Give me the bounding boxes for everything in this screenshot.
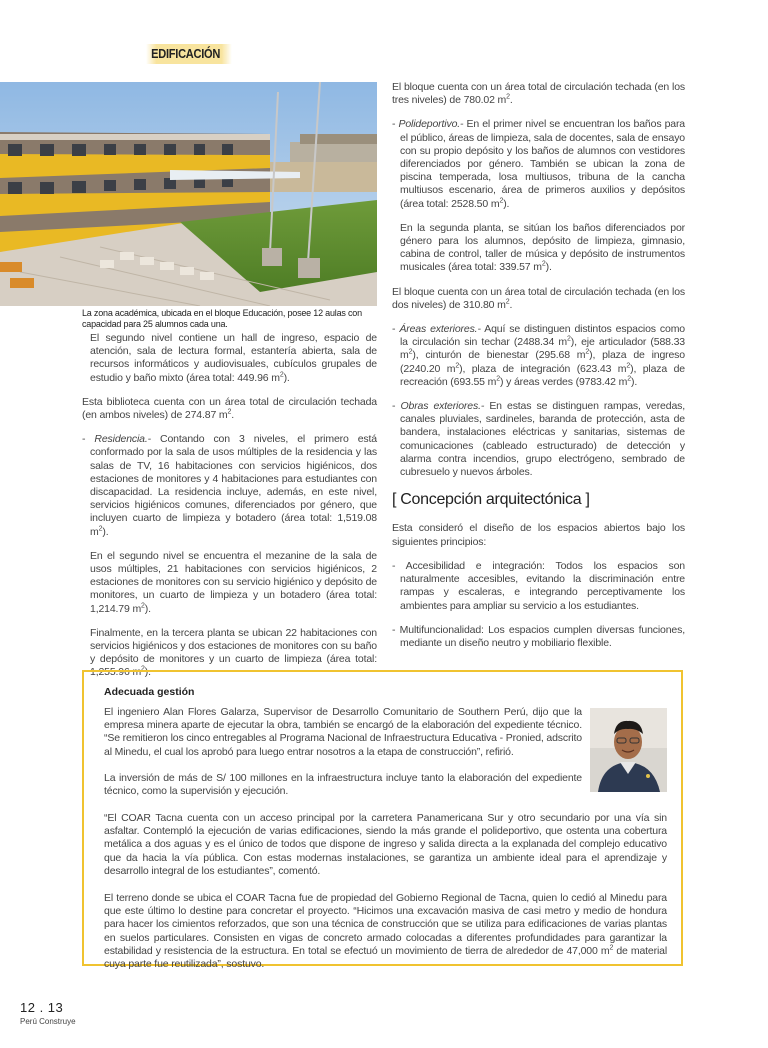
paragraph: Finalmente, en la tercera planta se ubican 22 habitaciones con servicios higiénicos y dos estaciones de monitores con su baño y depósito de monitores y un cuarto de limpieza (área total: 1,255.96 $m^2$). <box>90 626 377 679</box>
paragraph: Esta consideró el diseño de los espacios abiertos bajo los siguientes principios: <box>392 522 685 548</box>
paragraph: - Multifuncionalidad: Los espacios cumplen diversas funciones, mediante un diseño neutro y mobiliario flexible. <box>392 623 685 649</box>
paragraph: En la segunda planta, se sitúan los baños diferenciados por género para los alumnos, depósito de limpieza, gimnasio, cabina de control, taller de música y depósito de instrumentos musicales (área total: 339.57 $m^2$). <box>400 221 685 274</box>
publication-name: Perú Construye <box>20 1017 76 1026</box>
paragraph: - Obras exteriores.- En estas se distinguen rampas, veredas, canales pluviales, sardineles, baranda de protección, asta de bandera, instalaciones eléctricas y sanitarias, sistemas de comunicaciones (cableado estructurado) de detección y alarma contra incendios, grupo electrógeno, sembrado de cubresuelo y nuevos árboles. <box>392 400 685 479</box>
right-column <box>392 81 685 661</box>
portrait-icon <box>590 708 667 792</box>
paragraph: En el segundo nivel se encuentra el mezanine de la sala de usos múltiples, 21 habitaciones con servicios higiénicos, 2 estaciones de monitores con su servicio higiénico y depósito de monitores, un cuarto de limpieza y un botadero (área total: 1,214.79 $m^2$). <box>90 549 377 615</box>
photo-caption: La zona académica, ubicada en el bloque Educación, posee 12 aulas con capacidad para 25 alumnos cada una. <box>82 308 362 329</box>
box-title: Adecuada gestión <box>104 686 195 698</box>
paragraph: - Polideportivo.- En el primer nivel se encuentran los baños para el público, áreas de limpieza, sala de docentes, sala de ensayo con su propio depósito y los baños de alumnos con vestidores diferenciados por género. También se ubican la zona de piscina temperada, losa multiusos, tribuna de la cancha multiusos escenario, área de primeros auxilios y depósitos (área total: 2528.50 $m^2$). <box>392 118 685 210</box>
paragraph: - Residencia.- Contando con 3 niveles, el primero está conformado por la sala de usos múltiples de la residencia y las salas de TV, 16 habitaciones con servicios higiénicos, dos estaciones de monitores y 4 habitaciones para estudiantes con discapacidad. La residencia incluye, además, en este nivel, servicios higiénicos comunes, diferenciados por género, que incluyen cuarto de limpieza y botadero (área total: 1,519.08 $m^2$). <box>82 433 377 538</box>
paragraph: La inversión de más de S/ 100 millones en la infraestructura incluye tanto la elaboración del expediente técnico, como la supervisión y ejecución. <box>104 772 582 798</box>
paragraph: “El COAR Tacna cuenta con un acceso principal por la carretera Panamericana Sur y otro secundario por una vía sin asfaltar. Contempló la ejecución de varias edificaciones, siendo la más grande el polideportivo, que ostenta una cobertura metálica a dos aguas y es el único de todos que dispone de ingreso y salida directa a la explanada del complejo educativo que da hacia la vía pública. Con estas modernas instalaciones, se garantiza un ambiente ideal para el aprendizaje y desarrollo integral de los estudiantes”, comentó. <box>104 812 667 877</box>
paragraph: El terreno donde se ubica el COAR Tacna fue de propiedad del Gobierno Regional de Tacna, quien lo cedió al Minedu para que este último lo destine para concretar el proyecto. “Hicimos una excavación masiva de casi metro y medio de hondura para hacer los cimientos reforzados, que son una técnica de construcción que se utiliza para edificaciones de varias plantas en suelos particulares. Consisten en vigas de concreto armado colocadas a diferentes profundidades para garantizar la estabilidad y resistencia de la estructura. En total se efectuó un movimiento de tierra de alrededor de 47,000 $m^2$ de material cuya parte fue reutilizada”, sostuvo. <box>104 892 668 971</box>
page-number: 12 . 13 <box>20 1000 64 1015</box>
paragraph: El ingeniero Alan Flores Galarza, Supervisor de Desarrollo Comunitario de Southern Perú, dijo que la empresa minera aparte de ejecutar la obra, también se encargó de la elaboración del expediente técnico. “Se remitieron los cinco entregables al Programa Nacional de Infraestructura Educativa - Pronied, adscrito al Minedu, el cual los aprobó para luego entrar nosotros a la etapa de construcción”, refirió. <box>104 706 582 758</box>
paragraph: Esta biblioteca cuenta con un área total de circulación techada (en ambos niveles) de 274.87 $m^2$. <box>82 395 377 422</box>
building-photo-icon <box>0 82 377 306</box>
left-column <box>82 332 377 691</box>
paragraph: El segundo nivel contiene un hall de ingreso, espacio de atención, sala de lectura formal, estantería abierta, sala de recursos informáticos y audiovisuales, cubículos grupales de estudio y baño mixto (área total: 449.96 $m^2$). <box>90 332 377 384</box>
section-tag: EDIFICACIÓN <box>146 44 232 64</box>
paragraph: El bloque cuenta con un área total de circulación techada (en los dos niveles) de 310.80 $m^2$. <box>392 285 685 311</box>
paragraph: - Accesibilidad e integración: Todos los espacios son naturalmente accesibles, evitando la discriminación entre rampas y escaleras, e integrando perceptivamente los ambientes para ampliar su servicio a los estudiantes. <box>392 559 685 612</box>
building-photo <box>0 82 377 306</box>
paragraph: - Áreas exteriores.- Aquí se distinguen distintos espacios como la circulación sin techar (2488.34 $m^2$), eje articulador (588.33 $m^2$), cinturón de bienestar (295.68 $m^2$), plaza de ingreso (2240.20 $m^2$), plaza de integración (623.43 $m^2$), plaza de recreación (693.55 $m^2$) y áreas verdes (9783.42 $m^2$). <box>392 323 685 388</box>
portrait-photo <box>590 708 667 792</box>
paragraph: El bloque cuenta con un área total de circulación techada (en los tres niveles) de 780.02 $m^2$. <box>392 81 685 107</box>
section-heading: [ Concepción arquitectónica ] <box>392 491 590 509</box>
